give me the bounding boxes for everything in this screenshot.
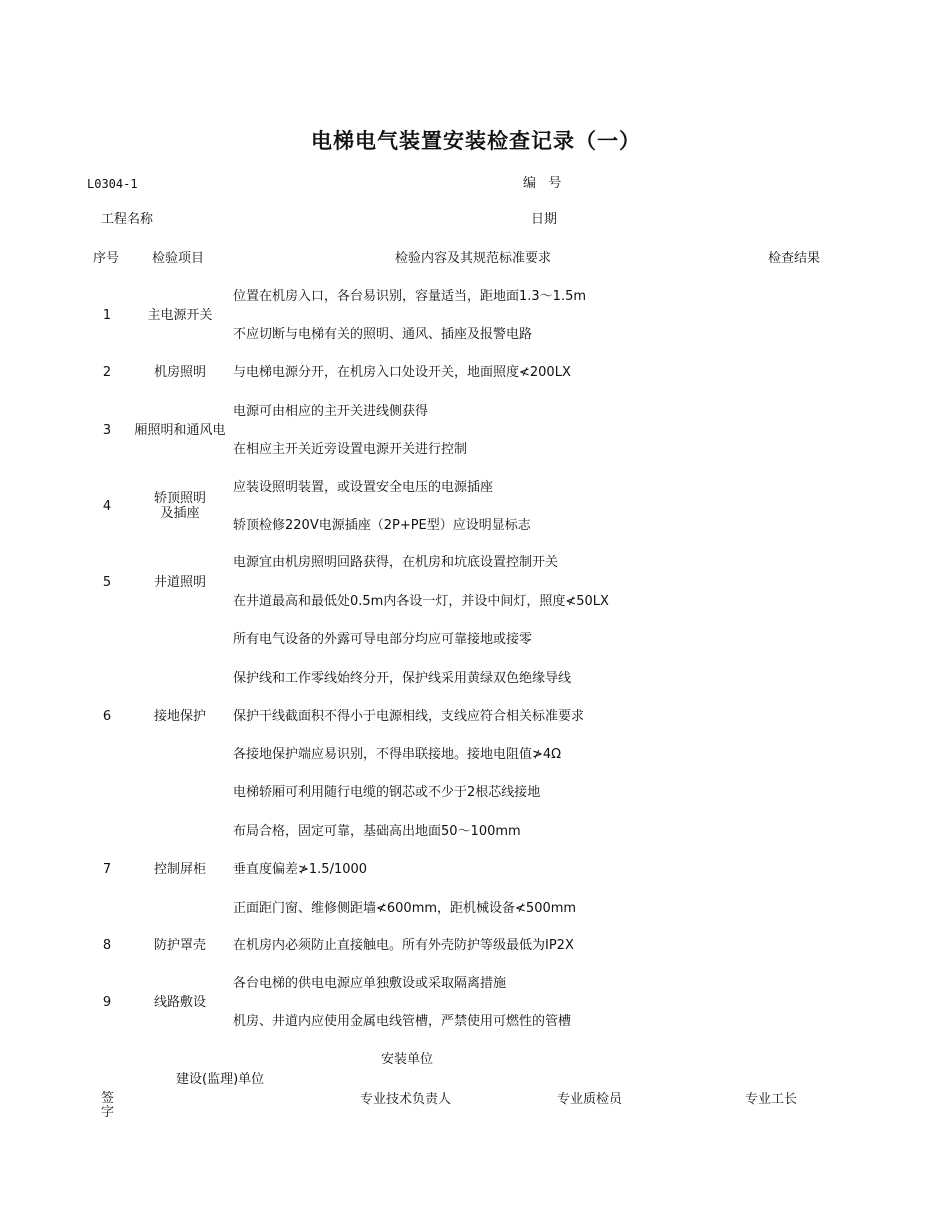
row-9-item: 线路敷设: [153, 995, 206, 1010]
row-6-line-4: 各接地保护端应易识别，不得串联接地。接地电阻值≯4Ω: [233, 747, 562, 762]
header-seq: 序号: [93, 251, 120, 266]
row-3-line-1: 电源可由相应的主开关进线侧获得: [233, 404, 429, 419]
row-5-item: 井道照明: [153, 575, 206, 590]
row-4-seq: 4: [102, 499, 112, 514]
row-9-line-1: 各台电梯的供电电源应单独敷设或采取隔离措施: [233, 976, 507, 991]
tech-lead-label: 专业技术负责人: [360, 1092, 452, 1107]
row-8-item: 防护罩壳: [153, 938, 206, 953]
row-1-line-1: 位置在机房入口，各台易识别，容量适当，距地面1.3～1.5m: [233, 289, 587, 304]
row-1-seq: 1: [102, 308, 112, 323]
row-7-seq: 7: [102, 862, 112, 877]
row-4-item-line-2: 及插座: [160, 506, 200, 521]
row-1-line-2: 不应切断与电梯有关的照明、通风、插座及报警电路: [233, 327, 533, 342]
row-3-item: 厢照明和通风电: [134, 423, 226, 438]
row-3-seq: 3: [102, 423, 112, 438]
header-result: 检查结果: [768, 251, 821, 266]
quality-inspector-label: 专业质检员: [557, 1092, 623, 1107]
row-8-line-1: 在机房内必须防止直接触电。所有外壳防护等级最低为IP2X: [233, 938, 574, 953]
row-7-line-2: 垂直度偏差≯1.5/1000: [233, 862, 368, 877]
row-1-item: 主电源开关: [147, 308, 213, 323]
row-8-seq: 8: [102, 938, 112, 953]
row-2-seq: 2: [102, 365, 112, 380]
row-5-line-2: 在井道最高和最低处0.5m内各设一灯，并设中间灯，照度≮50LX: [233, 594, 609, 609]
row-6-line-1: 所有电气设备的外露可导电部分均应可靠接地或接零: [233, 632, 533, 647]
row-6-line-5: 电梯轿厢可利用随行电缆的钢芯或不少于2根芯线接地: [233, 785, 541, 800]
row-9-line-2: 机房、井道内应使用金属电线管槽，严禁使用可燃性的管槽: [233, 1014, 572, 1029]
header-content: 检验内容及其规范标准要求: [395, 251, 552, 266]
install-unit-label: 安装单位: [381, 1052, 434, 1067]
row-4-line-2: 轿顶检修220V电源插座（2P+PE型）应设明显标志: [233, 518, 531, 533]
date-label: 日期: [531, 212, 558, 227]
row-6-seq: 6: [102, 709, 112, 724]
row-3-line-2: 在相应主开关近旁设置电源开关进行控制: [233, 442, 468, 457]
foreman-label: 专业工长: [745, 1092, 798, 1107]
row-5-line-1: 电源宜由机房照明回路获得，在机房和坑底设置控制开关: [233, 555, 559, 570]
row-4-item-line-1: 轿顶照明: [153, 491, 206, 506]
row-6-line-3: 保护干线截面积不得小于电源相线，支线应符合相关标准要求: [233, 709, 585, 724]
row-4-line-1: 应装设照明装置，或设置安全电压的电源插座: [233, 480, 494, 495]
number-label: 编 号: [523, 176, 562, 191]
row-6-line-2: 保护线和工作零线始终分开，保护线采用黄绿双色绝缘导线: [233, 671, 572, 686]
construction-unit-label: 建设(监理)单位: [176, 1072, 265, 1087]
row-6-item: 接地保护: [153, 709, 206, 724]
form-code: L0304-1: [87, 177, 138, 191]
row-9-seq: 9: [102, 995, 112, 1010]
project-name-label: 工程名称: [101, 212, 154, 227]
header-item: 检验项目: [152, 251, 205, 266]
row-2-item: 机房照明: [153, 365, 206, 380]
row-2-line-1: 与电梯电源分开，在机房入口处设开关，地面照度≮200LX: [233, 365, 571, 380]
signature-label-1: 签: [101, 1091, 115, 1106]
row-5-seq: 5: [102, 575, 112, 590]
page-title: 电梯电气装置安装检查记录（一）: [311, 129, 641, 153]
row-7-line-1: 布局合格，固定可靠，基础高出地面50～100mm: [233, 824, 521, 839]
signature-label-2: 字: [101, 1105, 115, 1120]
row-7-item: 控制屏柜: [153, 862, 206, 877]
row-7-line-3: 正面距门窗、维修侧距墙≮600mm，距机械设备≮500mm: [233, 901, 577, 916]
